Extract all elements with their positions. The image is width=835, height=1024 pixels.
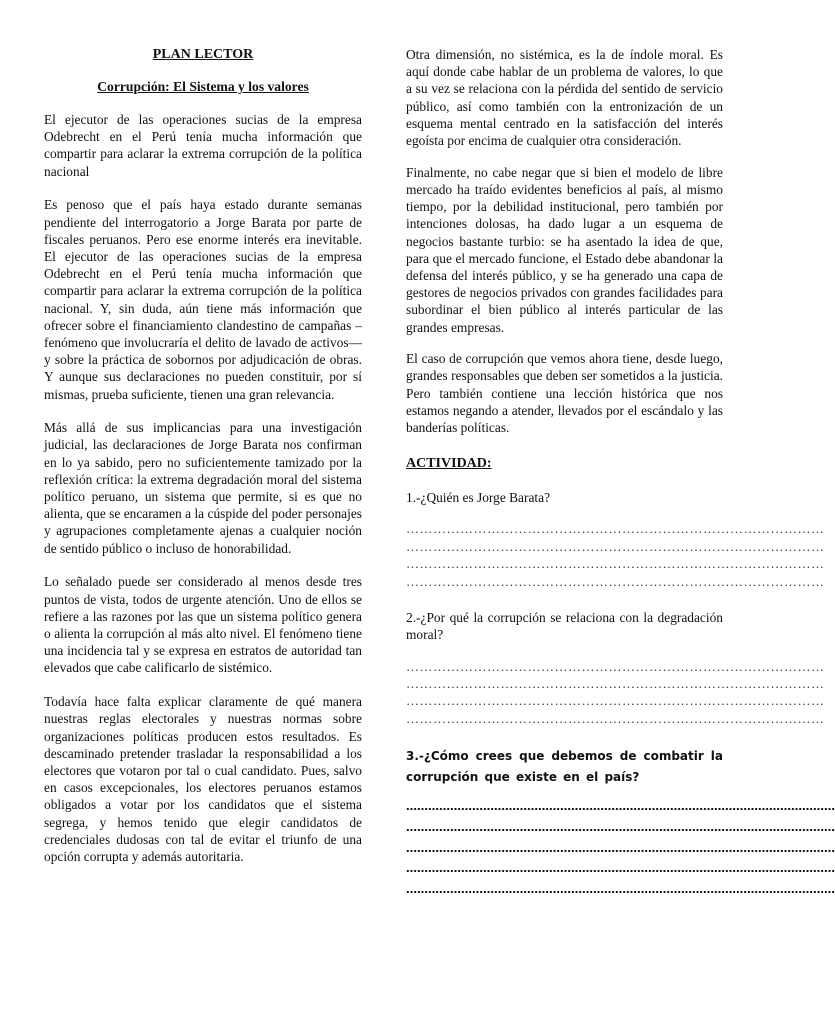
- answer-line: …………………………………………………………………………………: [406, 675, 825, 691]
- answer-line: …………………………………………………………………………………: [406, 658, 825, 674]
- question-3: 3.-¿Cómo crees que debemos de combatir la corrupción que existe en el país?: [406, 749, 723, 784]
- article-subtitle: Corrupción: El Sistema y los valores: [97, 79, 309, 94]
- answer-line: ………………………………………………………………………………………………………: [406, 882, 835, 896]
- paragraph-electoral-rules: Todavía hace falta explicar claramente de qué manera nuestras reglas electorales y nuestras normas sobre organizaciones políticas producen estos resultados. Es descaminado pretender trasladar la responsabilidad a los electores que votaron por tal o cual candidato. Pues, salvo en casos excepcionales, los electores peruanos estamos obligados a votar por los candidatos que el sistema segrega, y hemos tenido que elegir candidatos de credenciales dudosas con tal de evitar el triunfo de una opción corrupta y además autoritaria.: [44, 694, 362, 864]
- paragraph-moral-degradation: Más allá de sus implicancias para una investigación judicial, las declaraciones de Jorge Barata nos confirman en lo ya sabido, pero no suficientemente tamizado por la reflexión crítica: la extrema degradación moral del sistema político peruano, un sistema que permite, si es que no alienta, que se encaramen a la cúspide del poder personajes y agrupaciones completamente ajenas a cualquier noción de sentido público o incluso de honorabilidad.: [44, 420, 362, 556]
- question-2: 2.-¿Por qué la corrupción se relaciona con la degradación moral?: [406, 610, 723, 643]
- activity-heading: ACTIVIDAD:: [406, 456, 492, 472]
- page-title: PLAN LECTOR: [152, 47, 254, 62]
- answer-line: ………………………………………………………………………………………………………: [406, 820, 835, 834]
- question-1: 1.-¿Quién es Jorge Barata?: [406, 490, 551, 506]
- answer-lines-2[interactable]: [406, 658, 825, 728]
- answer-line: …………………………………………………………………………………: [406, 710, 825, 726]
- answer-lines-1[interactable]: [406, 520, 825, 590]
- left-column: [44, 46, 362, 882]
- answer-line: …………………………………………………………………………………: [406, 556, 825, 572]
- answer-lines-3[interactable]: [406, 797, 835, 900]
- answer-line: …………………………………………………………………………………: [406, 693, 825, 709]
- paragraph-moral-dimension: Otra dimensión, no sistémica, es la de índole moral. Es aquí donde cabe hablar de un problema de valores, lo que a su vez se relaciona con la pérdida del sentido de servicio público, así como también con la entronización de un esquema mental centrado en la satisfacción del interés egoísta por encima de cualquier otra consideración.: [406, 47, 723, 149]
- paragraph-barata-interrogation: Es penoso que el país haya estado durante semanas pendiente del interrogatorio a Jorge Barata por parte de fiscales peruanos. Pero ese enorme interés era inevitable. El ejecutor de las operaciones sucias de la empresa Odebrecht en el Perú tenía mucha información que compartir para aclarar la extrema corrupción de la política nacional. Y, sin duda, aún tiene más información que ofrecer sobre el financiamiento clandestino de campañas –fenómeno que involucraría el delito de lavado de activos— y sobre la práctica de sobornos por adjudicación de obras. Y aunque sus declaraciones no pueden constituir, por sí mismas, prueba suficiente, tienen una gran relevancia.: [44, 197, 362, 402]
- answer-line: …………………………………………………………………………………: [406, 538, 825, 554]
- answer-line: ………………………………………………………………………………………………………: [406, 862, 835, 876]
- paragraph-three-viewpoints: Lo señalado puede ser considerado al menos desde tres puntos de vista, todos de urgente atención. Uno de ellos se refiere a las razones por las que un sistema político genera o alienta la corrupción al más alto nivel. El fenómeno tiene una incidencia tal y se expresa en estratos de autoridad tan elevados que cabe calificarlo de sistémico.: [44, 574, 362, 676]
- answer-line: ………………………………………………………………………………………………………: [406, 841, 835, 855]
- answer-line: ………………………………………………………………………………………………………: [406, 800, 835, 814]
- right-column: [406, 46, 835, 900]
- paragraph-intro: El ejecutor de las operaciones sucias de la empresa Odebrecht en el Perú tenía mucha información que compartir para aclarar la extrema corrupción de la política nacional: [44, 112, 362, 179]
- answer-line: …………………………………………………………………………………: [406, 573, 825, 589]
- paragraph-free-market: Finalmente, no cabe negar que si bien el modelo de libre mercado ha traído evidentes beneficios al país, al mismo tiempo, por la debilidad institucional, pero también por intenciones dolosas, ha dado lugar a un esquema de negocios bastante turbio: se ha asentado la idea de que, para que el mercado funcione, el Estado debe abandonar la defensa del interés público, y se ha generado una capa de gestores de negocios privados con grandes facilidades para subordinar el bien público al interés particular de las grandes empresas.: [406, 164, 723, 335]
- answer-line: …………………………………………………………………………………: [406, 521, 825, 537]
- paragraph-historic-lesson: El caso de corrupción que vemos ahora tiene, desde luego, grandes responsables que deben ser sometidos a la justicia. Pero también contiene una lección histórica que nos estamos negando a atender, llevados por el escándalo y las banderías políticas.: [406, 351, 723, 436]
